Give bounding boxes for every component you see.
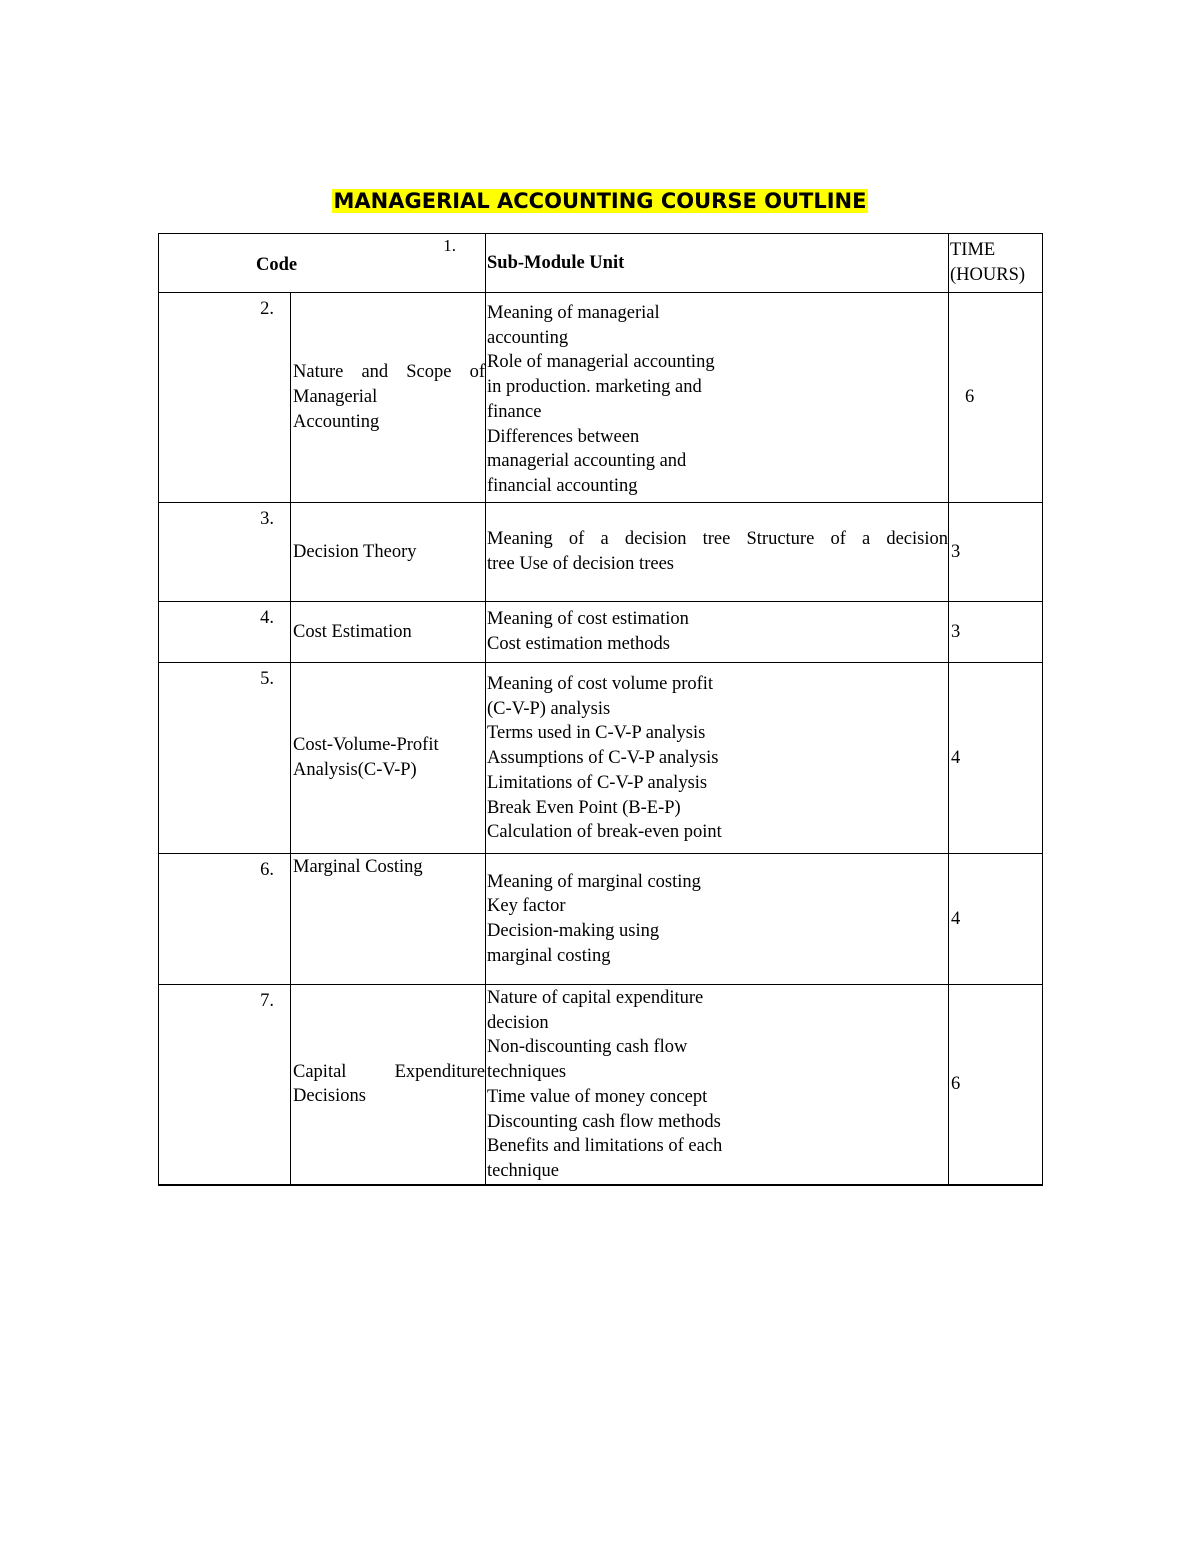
header-number: 1. [443,236,456,255]
row-number: 3. [159,503,291,602]
header-unit-label: Sub-Module Unit [487,252,625,273]
row-unit-line: Meaning of a decision tree Structure of a decision [487,529,948,550]
table-row [159,503,1043,602]
row-unit-line: technique [487,1160,559,1181]
row-unit-line: Role of managerial accounting [487,352,715,373]
row-code-line: Managerial [293,387,378,408]
row-unit-line: tree Use of decision trees [487,554,674,574]
row-code-line: Analysis(C-V-P) [293,760,417,780]
row-time [949,602,1043,663]
row-unit-line: Calculation of break-even point [487,822,722,843]
table-row [159,985,1043,1185]
row-time [949,293,1043,503]
row-unit-line: Key factor [487,896,566,917]
course-outline-table [158,233,1043,1186]
row-unit-line: Assumptions of C-V-P analysis [487,748,719,769]
row-time-value: 3 [951,541,961,562]
row-unit-cell [486,663,949,854]
row-code-cell [291,663,486,854]
row-code-line: Decision Theory [293,541,417,562]
row-unit-line: Meaning of marginal costing [487,871,701,892]
row-unit-line: decision [487,1012,549,1033]
row-code-cell [291,854,486,985]
row-time [949,854,1043,985]
row-time-value: 4 [951,747,961,768]
row-unit-line: (C-V-P) analysis [487,698,611,719]
row-unit-line: Nature of capital expenditure [487,988,704,1008]
header-time-unit: (HOURS) [950,265,1026,285]
row-unit-line: in production. marketing and [487,377,702,398]
row-code-cell [291,503,486,602]
row-unit-line: Meaning of cost estimation [487,609,689,630]
document-title [0,186,1200,216]
row-unit-line: Meaning of managerial [487,303,660,323]
row-code-line: Decisions [293,1086,366,1107]
row-unit-line: Limitations of C-V-P analysis [487,772,708,793]
header-time-label: TIME [950,240,996,261]
row-unit-line: managerial accounting and [487,451,687,472]
row-unit-line: marginal costing [487,945,611,966]
row-unit-cell [486,985,949,1185]
row-unit-line: finance [487,401,542,422]
row-code-line: Marginal Costing [293,857,423,877]
row-time-value: 4 [951,908,961,929]
row-unit-line: Terms used in C-V-P analysis [487,723,706,744]
row-unit-line: Time value of money concept [487,1086,708,1107]
table-row [159,663,1043,854]
row-unit-line: Benefits and limitations of each [487,1136,723,1157]
header-code-cell [159,234,486,293]
row-unit-line: Differences between [487,426,640,447]
row-unit-line: Break Even Point (B-E-P) [487,797,681,818]
row-code-line: Capital Expenditure [293,1061,485,1082]
row-time [949,503,1043,602]
row-number: 2. [159,293,291,503]
header-code-label: Code [256,255,298,275]
row-time [949,663,1043,854]
document-title-text: MANAGERIAL ACCOUNTING COURSE OUTLINE [333,189,867,213]
table-row [159,602,1043,663]
row-time-value: 6 [951,1073,961,1094]
row-unit-line: Decision-making using [487,921,660,941]
row-code-line: Cost Estimation [293,621,412,642]
row-unit-line: Discounting cash flow methods [487,1111,721,1132]
table-row [159,854,1043,985]
row-unit-cell [486,602,949,663]
row-unit-cell [486,293,949,503]
row-unit-line: techniques [487,1062,567,1083]
row-unit-cell [486,503,949,602]
row-number: 5. [159,663,291,854]
row-unit-line: accounting [487,327,569,348]
row-code-cell [291,293,486,503]
row-code-line: Nature and Scope of [293,362,485,383]
row-time [949,985,1043,1185]
row-time-value: 6 [965,387,975,408]
row-code-cell [291,985,486,1185]
row-code-line: Cost-Volume-Profit [293,735,439,756]
header-time-cell [949,234,1043,293]
row-unit-line: financial accounting [487,475,638,496]
header-unit-cell [486,234,949,293]
row-number: 4. [159,602,291,663]
row-number: 6. [159,854,291,985]
row-number: 7. [159,985,291,1185]
row-code-line: Accounting [293,411,380,432]
row-unit-line: Non-discounting cash flow [487,1037,688,1058]
row-code-cell [291,602,486,663]
row-unit-line: Meaning of cost volume profit [487,674,714,694]
row-time-value: 3 [951,621,961,642]
row-unit-cell [486,854,949,985]
table-row [159,293,1043,503]
header-row [159,234,1043,293]
row-unit-line: Cost estimation methods [487,634,670,654]
